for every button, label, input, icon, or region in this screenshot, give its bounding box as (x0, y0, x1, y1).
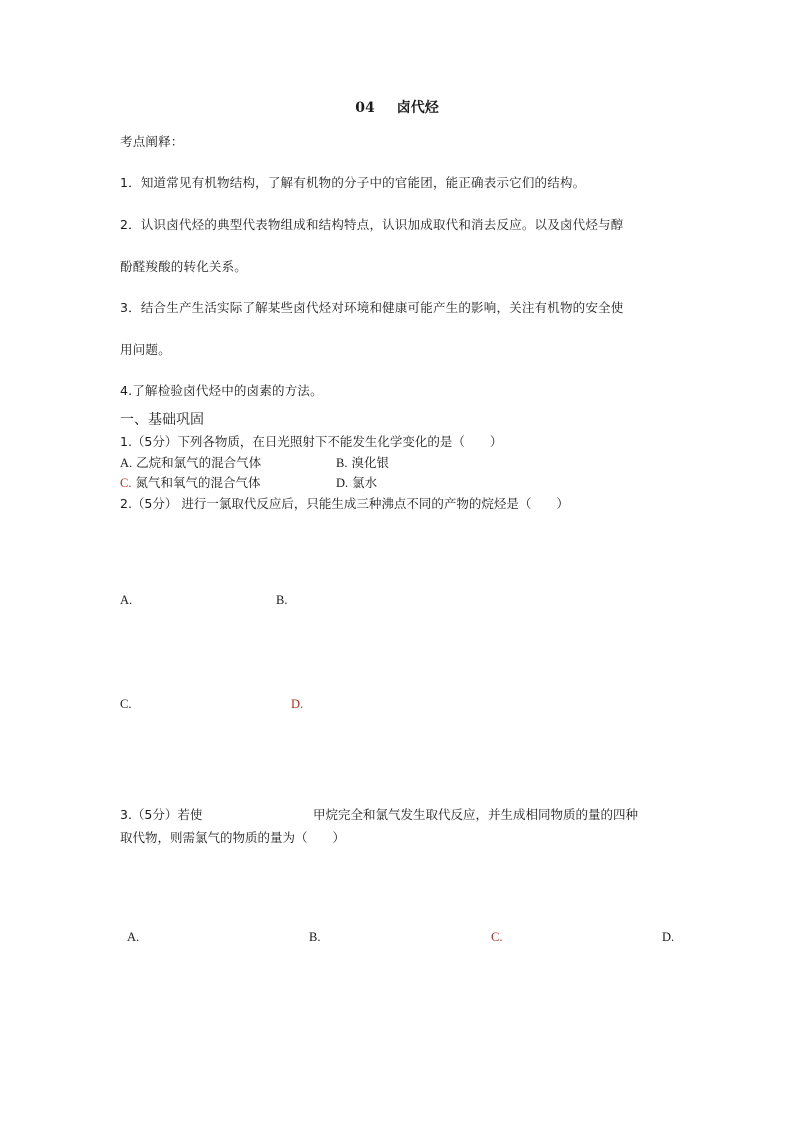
q1-option-a (120, 453, 261, 471)
q2-option-b: B. (276, 593, 288, 607)
q2-stem: 2.（5分） 进行一氯取代反应后，只能生成三种沸点不同的产物的烷烃是（ ） (120, 496, 569, 511)
page-title (0, 97, 794, 117)
chapter-title: 卤代烃 (396, 100, 439, 116)
q2-option-d: D. (291, 697, 304, 711)
q3-option-b: B. (309, 930, 321, 944)
intro-point-2-cont: 酚醛羧酸的转化关系。 (120, 259, 248, 274)
q1-option-b-text: 溴化银 (351, 455, 389, 470)
q1-option-c-letter: C. (120, 476, 132, 490)
q1-option-a-text: 乙烷和氯气的混合气体 (136, 455, 262, 470)
q3-stem-part2: 甲烷完全和氯气发生取代反应，并生成相同物质的量的四种 (313, 807, 639, 822)
q3-option-a: A. (127, 930, 140, 944)
intro-point-2: 2．认识卤代烃的典型代表物组成和结构特点，认识加成取代和消去反应。以及卤代烃与醇 (120, 217, 624, 232)
intro-point-4: 4.了解检验卤代烃中的卤素的方法。 (120, 383, 323, 398)
q1-option-b (336, 453, 389, 471)
intro-point-3: 3．结合生产生活实际了解某些卤代烃对环境和健康可能产生的影响，关注有机物的安全使 (120, 300, 624, 315)
q1-option-d (336, 473, 377, 491)
q3-stem-line2: 取代物，则需氯气的物质的量为（ ） (120, 830, 346, 845)
intro-point-1: 1．知道常见有机物结构，了解有机物的分子中的官能团，能正确表示它们的结构。 (120, 175, 586, 190)
q2-option-a: A. (120, 593, 133, 607)
q1-option-c (120, 473, 260, 491)
chapter-number: 04 (355, 100, 375, 116)
q1-option-b-letter: B. (336, 456, 348, 470)
q1-option-c-text: 氮气和氧气的混合气体 (135, 475, 261, 490)
intro-heading: 考点阐释： (120, 134, 184, 149)
q1-stem: 1.（5分）下列各物质，在日光照射下不能发生化学变化的是（ ） (120, 434, 503, 449)
q1-option-d-text: 氯水 (352, 475, 378, 490)
q1-option-d-letter: D. (336, 476, 349, 490)
q3-stem-part1: 3.（5分）若使 (120, 807, 203, 822)
q1-option-a-letter: A. (120, 456, 133, 470)
q2-option-c: C. (120, 697, 132, 711)
section-title: 一、基础巩固 (120, 412, 204, 428)
q3-option-c: C. (491, 930, 503, 944)
q3-option-d: D. (662, 930, 675, 944)
intro-point-3-cont: 用问题。 (120, 342, 171, 357)
